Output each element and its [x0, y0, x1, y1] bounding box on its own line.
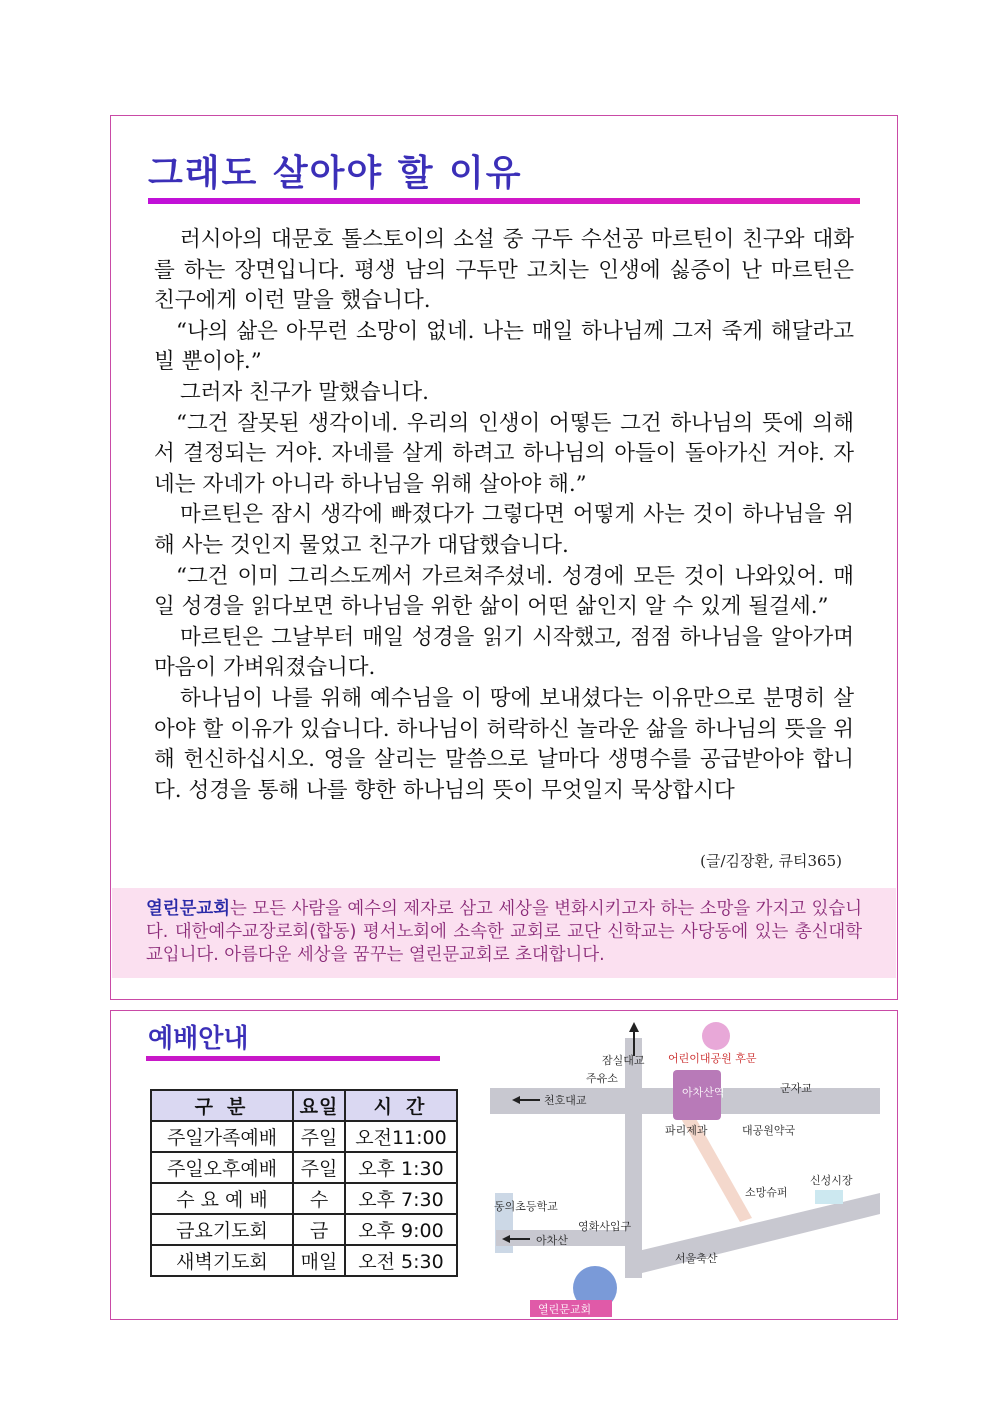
- table-row: [151, 1152, 457, 1183]
- service-name: 수 요 예 배: [151, 1183, 293, 1214]
- service-name: 주일가족예배: [151, 1121, 293, 1152]
- table-row: [151, 1121, 457, 1152]
- map-label-gas: 주유소: [586, 1072, 618, 1085]
- map-label-school: 동의초등학교: [494, 1200, 558, 1213]
- article-paragraph: “나의 삶은 아무런 소망이 없네. 나는 매일 하나님께 그저 죽게 해달라고 빌 뿐이야.”: [154, 318, 854, 375]
- map-label-somang: 소망슈퍼: [745, 1186, 788, 1199]
- article-paragraph: 마르틴은 그날부터 매일 성경을 읽기 시작했고, 점점 하나님을 알아가며 마음이 가벼워졌습니다.: [154, 624, 854, 681]
- map-label-cheonho: 천호대교: [544, 1094, 587, 1107]
- table-row: [151, 1245, 457, 1276]
- map-label-gunja: 군자교: [780, 1082, 812, 1095]
- service-day: 주일: [293, 1152, 345, 1183]
- article-paragraph: “그건 잘못된 생각이네. 우리의 인생이 어떻든 그건 하나님의 뜻에 의해서 결정되는 거야. 자네를 살게 하려고 하나님의 아들이 돌아가신 거야. 자네는 자네가 아니라 하나님을 위해 살아야 해.”: [154, 410, 854, 497]
- map-label-jamsil: 잠실대교: [602, 1054, 645, 1067]
- arrow-head-icon: [629, 1022, 639, 1032]
- service-name: 새벽기도회: [151, 1245, 293, 1276]
- header-category: 구분: [151, 1090, 293, 1121]
- service-time: 오후 1:30: [345, 1152, 457, 1183]
- map-label-achasan: 아차산: [536, 1234, 568, 1247]
- map-label-park: 어린이대공원 후문: [668, 1052, 757, 1065]
- umbrella-icon: [702, 1022, 730, 1050]
- worship-underline: [146, 1056, 440, 1061]
- header-time: 시간: [345, 1090, 457, 1121]
- church-name: 열린문교회: [146, 899, 230, 919]
- service-day: 수: [293, 1183, 345, 1214]
- title-underline: [148, 198, 860, 204]
- map-label-studio: 영화사입구: [578, 1220, 632, 1233]
- map-label-butcher: 서울축산: [675, 1252, 718, 1265]
- map-label-bakery: 파리제과: [665, 1124, 708, 1137]
- table-row: [151, 1214, 457, 1245]
- market-block: [815, 1190, 843, 1204]
- service-name: 금요기도회: [151, 1214, 293, 1245]
- article-byline: (글/김장환, 큐티365): [700, 852, 842, 870]
- service-time: 오전11:00: [345, 1121, 457, 1152]
- header-day: 요일: [293, 1090, 345, 1121]
- article-paragraph: 그러자 친구가 말했습니다.: [180, 379, 429, 405]
- article-body: [154, 225, 854, 806]
- location-map: [490, 1018, 890, 1318]
- table-row: [151, 1183, 457, 1214]
- service-day: 금: [293, 1214, 345, 1245]
- article-paragraph: “그건 이미 그리스도께서 가르쳐주셨네. 성경에 모든 것이 나와있어. 매일 성경을 읽다보면 하나님을 위한 삶이 어떤 삶인지 알 수 있게 될걸세.”: [154, 563, 854, 620]
- table-header-row: [151, 1090, 457, 1121]
- service-day: 주일: [293, 1121, 345, 1152]
- service-time: 오후 7:30: [345, 1183, 457, 1214]
- article-paragraph: 러시아의 대문호 톨스토이의 소설 중 구두 수선공 마르틴이 친구와 대화를 하는 장면입니다. 평생 남의 구두만 고치는 인생에 싫증이 난 마르틴은 친구에게 이런 말을 했습니다.: [154, 227, 854, 314]
- service-time: 오전 5:30: [345, 1245, 457, 1276]
- service-name: 주일오후예배: [151, 1152, 293, 1183]
- map-label-sinseong: 신성시장: [810, 1174, 853, 1187]
- church-intro: [146, 898, 862, 967]
- map-label-station: 아차산역: [682, 1086, 725, 1099]
- map-label-church: 열린문교회: [538, 1303, 592, 1316]
- worship-table: [150, 1089, 458, 1277]
- church-intro-text: 는 모든 사람을 예수의 제자로 삼고 세상을 변화시키고자 하는 소망을 가지고 있습니다. 대한예수교장로회(합동) 평서노회에 소속한 교회로 교단 신학교는 사당동에 있는 총신대학교입니다. 아름다운 세상을 꿈꾸는 열린문교회로 초대합니다.: [146, 899, 862, 965]
- worship-title: 예배안내: [148, 1024, 249, 1054]
- lower-road: [630, 1193, 880, 1276]
- article-title: 그래도 살아야 할 이유: [148, 153, 523, 194]
- article-paragraph: 마르틴은 잠시 생각에 빠졌다가 그렇다면 어떻게 사는 것이 하나님을 위해 사는 것인지 물었고 친구가 대답했습니다.: [154, 502, 854, 558]
- map-label-pharmacy: 대공원약국: [742, 1124, 796, 1137]
- service-time: 오후 9:00: [345, 1214, 457, 1245]
- service-day: 매일: [293, 1245, 345, 1276]
- article-paragraph: 하나님이 나를 위해 예수님을 이 땅에 보내셨다는 이유만으로 분명히 살아야 할 이유가 있습니다. 하나님이 허락하신 놀라운 삶을 하나님의 뜻을 위해 헌신하십시오. 영을 살리는 말씀으로 날마다 생명수를 공급받아야 합니다. 성경을 통해 나를 향한 하나님의 뜻이 무엇일지 묵상합시다: [154, 685, 854, 803]
